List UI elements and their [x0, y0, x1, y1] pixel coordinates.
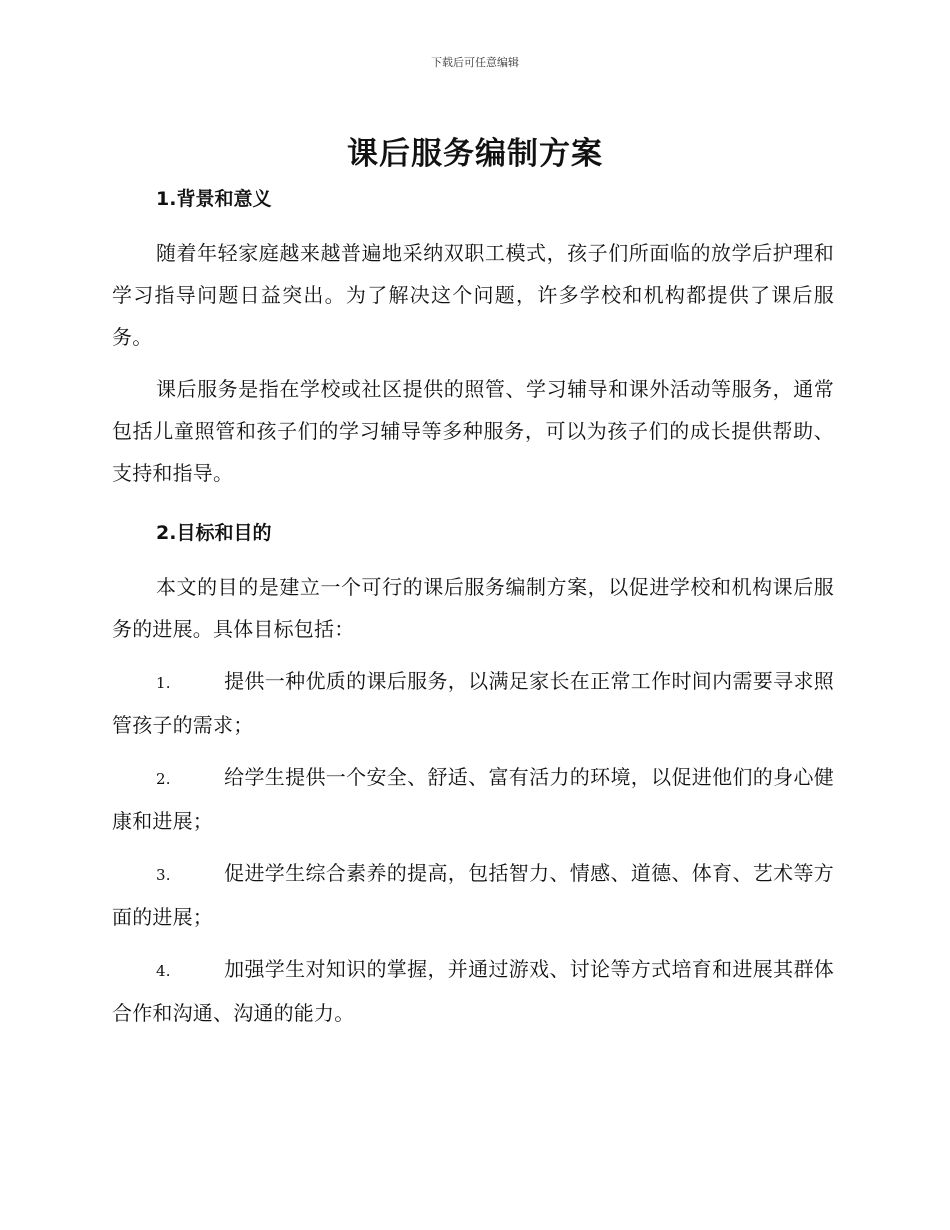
list-item-number: 1.: [156, 674, 171, 692]
paragraph-background-1: 随着年轻家庭越来越普遍地采纳双职工模式，孩子们所面临的放学后护理和学习指导问题日益突出。为了解决这个问题，许多学校和机构都提供了课后服务。: [112, 241, 834, 349]
list-item: [112, 756, 834, 842]
paragraph-background-2: 课后服务是指在学校或社区提供的照管、学习辅导和课外活动等服务，通常包括儿童照管和孩子们的学习辅导等多种服务，可以为孩子们的成长提供帮助、支持和指导。: [112, 377, 834, 485]
list-item-text: 给学生提供一个安全、舒适、富有活力的环境，以促进他们的身心健康和进展；: [112, 765, 834, 833]
list-item-text: 提供一种优质的课后服务，以满足家长在正常工作时间内需要寻求照管孩子的需求；: [112, 669, 834, 737]
list-item-text: 加强学生对知识的掌握，并通过游戏、讨论等方式培育和进展其群体合作和沟通、沟通的能力。: [112, 957, 834, 1025]
list-item: [112, 660, 834, 746]
list-item-number: 4.: [156, 962, 171, 980]
list-item-number: 3.: [156, 866, 171, 884]
list-item: [112, 852, 834, 938]
document-title: 课后服务编制方案: [347, 136, 603, 172]
document-body: [112, 180, 834, 1034]
section-heading-background: 1.背景和意义: [156, 188, 272, 210]
list-item-text: 促进学生综合素养的提高，包括智力、情感、道德、体育、艺术等方面的进展；: [112, 861, 834, 929]
list-item: [112, 948, 834, 1034]
paragraph-goals-intro: 本文的目的是建立一个可行的课后服务编制方案，以促进学校和机构课后服务的进展。具体目标包括：: [112, 575, 834, 641]
section-heading-goals: 2.目标和目的: [156, 522, 272, 544]
header-note: 下载后可任意编辑: [431, 56, 519, 69]
list-item-number: 2.: [156, 770, 171, 788]
